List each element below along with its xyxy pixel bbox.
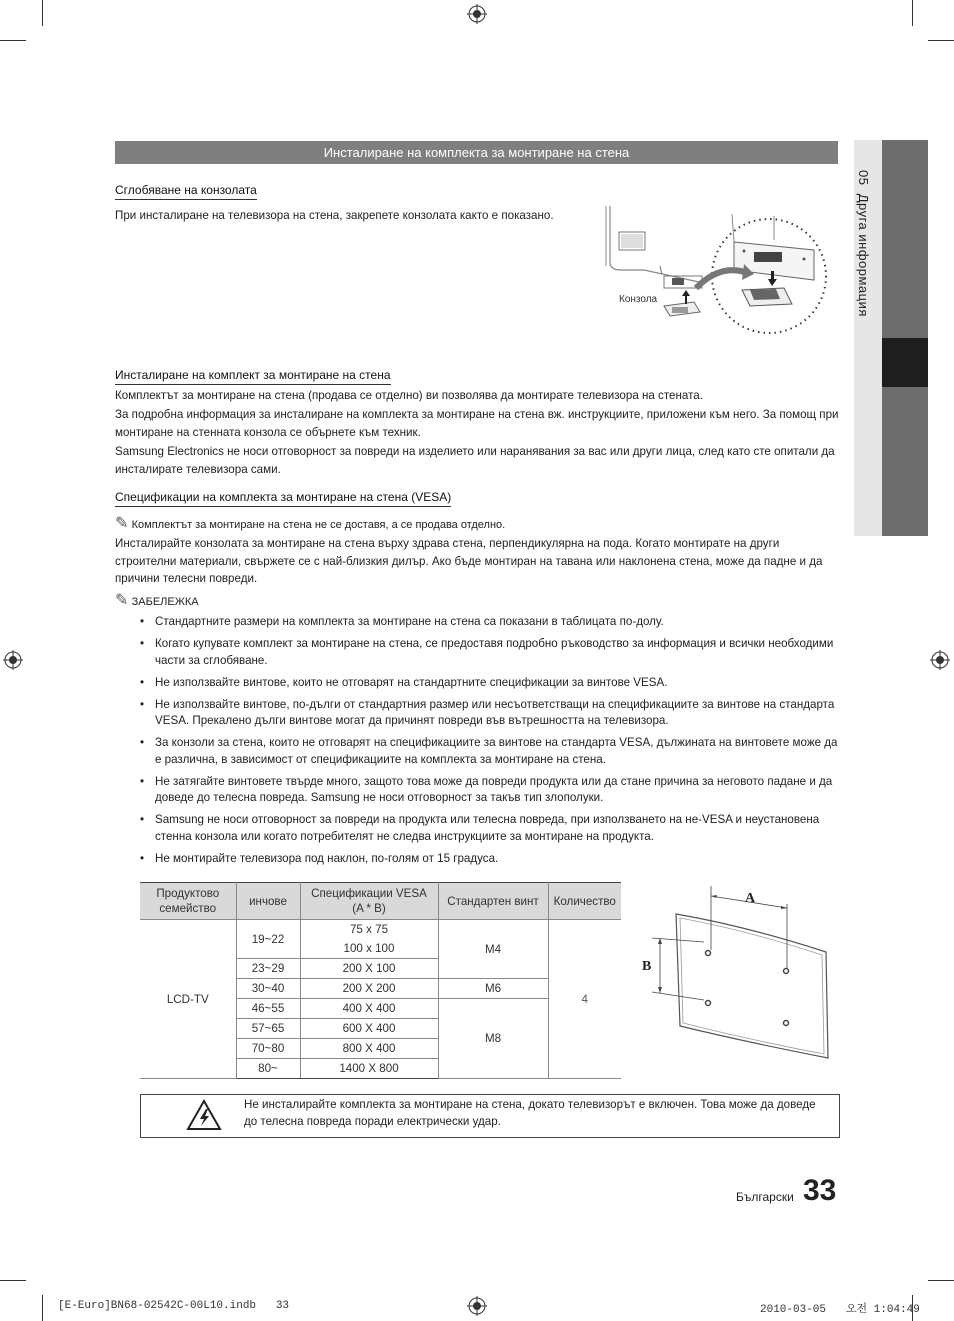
side-tab-label xyxy=(856,170,871,317)
table-cell-inches: 19~22 xyxy=(236,920,300,959)
list-item: • Не монтирайте телевизора под наклон, по-голям от 15 градуса. xyxy=(140,851,840,868)
table-cell-screw: M8 xyxy=(438,999,548,1079)
warning-box xyxy=(140,1094,840,1138)
vesa-spec-table xyxy=(140,882,621,1079)
bracket-assembly-figure xyxy=(604,204,834,334)
chapter-title: Друга информация xyxy=(856,193,871,317)
footer-timestamp: 2010-03-05 오전 1:04:49 xyxy=(760,1304,920,1316)
table-cell-inches: 30~40 xyxy=(236,979,300,999)
table-cell-spec: 400 X 400 xyxy=(300,999,438,1019)
registration-mark-left xyxy=(3,650,23,670)
table-header: Продуктово семейство xyxy=(140,883,236,920)
list-item: • Не използвайте винтове, по-дълги от стандартния размер или несъответстващи на спецификациите за винтове на стандарта VESA. Прекалено дълги винтове могат да причинят повреди във вътрешността на телевизора. xyxy=(140,697,840,730)
note-pencil-icon: ✎ xyxy=(115,592,129,609)
warning-text: Не инсталирайте комплекта за монтиране на стена, докато телевизорът е включен. Това може да доведе до телесна повреда поради електрически удар. xyxy=(244,1098,816,1128)
list-item: • Не използвайте винтове, които не отговарят на стандартните спецификации за винтове VESA. xyxy=(140,675,840,692)
vesa-note-1-text: Комплектът за монтиране на стена не се доставя, а се продава отделно. xyxy=(131,519,506,531)
table-cell-screw: M6 xyxy=(438,979,548,999)
kit-paragraph-3: Samsung Electronics не носи отговорност за повреди на изделието или наранявания за вас или други лица, след като сте опитали да инсталирате телевизора сами. xyxy=(115,445,835,476)
table-cell-spec xyxy=(300,920,438,959)
table-cell-quantity: 4 xyxy=(548,920,621,1079)
table-cell-inches: 46~55 xyxy=(236,999,300,1019)
dimension-label-a: A xyxy=(745,891,756,906)
table-cell-inches: 80~ xyxy=(236,1059,300,1079)
table-header: Стандартен винт xyxy=(438,883,548,920)
table-header: Спецификации VESA (A * B) xyxy=(300,883,438,920)
dimension-label-b: B xyxy=(642,959,652,974)
kit-paragraph-2: За подробна информация за инсталиране на комплекта за монтиране на стена вж. инструкциите, приложени към него. За помощ при монтиране на стенната конзола се обърнете към техник. xyxy=(115,408,839,439)
table-cell-spec-line: 100 x 100 xyxy=(343,942,395,955)
registration-mark-top xyxy=(467,4,487,24)
registration-mark-bottom xyxy=(467,1296,487,1316)
vesa-paragraph: Инсталирайте конзолата за монтиране на стена върху здрава стена, перпендикулярна на пода. Когато монтирате на други строителни материали, свържете се с най-близкия дилър. Ако бъде монтиран на тавана или наклонена стена, може да падне и да причини телесни повреди. xyxy=(115,537,823,585)
table-cell-spec: 800 X 400 xyxy=(300,1039,438,1059)
vesa-dimension-diagram xyxy=(636,882,836,1064)
list-item: • Не затягайте винтовете твърде много, защото това може да повреди продукта или да стане причина за неговото падане и да доведе до телесна повреда. Samsung не носи отговорност за такъв тип злополуки. xyxy=(140,774,840,807)
note-pencil-icon: ✎ xyxy=(115,515,129,532)
list-item: • За конзоли за стена, които не отговарят на спецификациите за винтове на стандарта VESA, дължината на винтовете може да е различна, в зависимост от спецификациите на комплекта за монтиране на стена. xyxy=(140,735,840,768)
list-item: • Стандартните размери на комплекта за монтиране на стена са показани в таблицата по-долу. xyxy=(140,614,840,631)
vesa-heading: Спецификации на комплекта за монтиране на стена (VESA) xyxy=(115,490,451,507)
page-number: 33 xyxy=(803,1174,837,1207)
table-cell-screw: M4 xyxy=(438,920,548,979)
table-cell-inches: 57~65 xyxy=(236,1019,300,1039)
note-bullet-list xyxy=(140,614,840,873)
note-label-row xyxy=(115,592,199,612)
table-cell-family: LCD-TV xyxy=(140,920,236,1079)
table-cell-spec: 1400 X 800 xyxy=(300,1059,438,1079)
table-cell-inches: 23~29 xyxy=(236,959,300,979)
side-tab-marker xyxy=(882,338,928,387)
vesa-note-1 xyxy=(115,515,840,535)
table-cell-inches: 70~80 xyxy=(236,1039,300,1059)
registration-mark-right xyxy=(930,650,950,670)
page-language: Български xyxy=(736,1190,794,1204)
bracket-heading: Сглобяване на конзолата xyxy=(115,183,257,200)
chapter-number: 05 xyxy=(856,170,871,186)
list-item: • Samsung не носи отговорност за повреди на продукта или телесна повреда, при използването на не-VESA и неустановена стенна конзола или когато потребителят не следва инструкциите за монтиране на продукта. xyxy=(140,812,840,845)
footer-file-info: [E-Euro]BN68-02542C-00L10.indb 33 xyxy=(58,1300,290,1312)
table-header: инчове xyxy=(236,883,300,920)
note-label: ЗАБЕЛЕЖКА xyxy=(131,596,199,608)
kit-heading: Инсталиране на комплект за монтиране на стена xyxy=(115,368,391,385)
table-header: Количество xyxy=(548,883,621,920)
bracket-text: При инсталиране на телевизора на стена, закрепете конзолата както е показано. xyxy=(115,209,554,222)
list-item: • Когато купувате комплект за монтиране на стена, се предоставя подробно ръководство за информация и всички необходими части за сглобяване. xyxy=(140,636,840,669)
bracket-figure-label: Конзола xyxy=(619,294,658,305)
kit-paragraph-1: Комплектът за монтиране на стена (продава се отделно) ви позволява да монтирате телевизора на стената. xyxy=(115,389,703,402)
table-cell-spec: 200 X 200 xyxy=(300,979,438,999)
section-title: Инсталиране на комплекта за монтиране на стена xyxy=(115,141,838,164)
table-cell-spec: 600 X 400 xyxy=(300,1019,438,1039)
table-cell-spec: 200 X 100 xyxy=(300,959,438,979)
table-cell-spec-line: 75 x 75 xyxy=(349,923,389,936)
electric-shock-warning-icon xyxy=(186,1099,222,1131)
